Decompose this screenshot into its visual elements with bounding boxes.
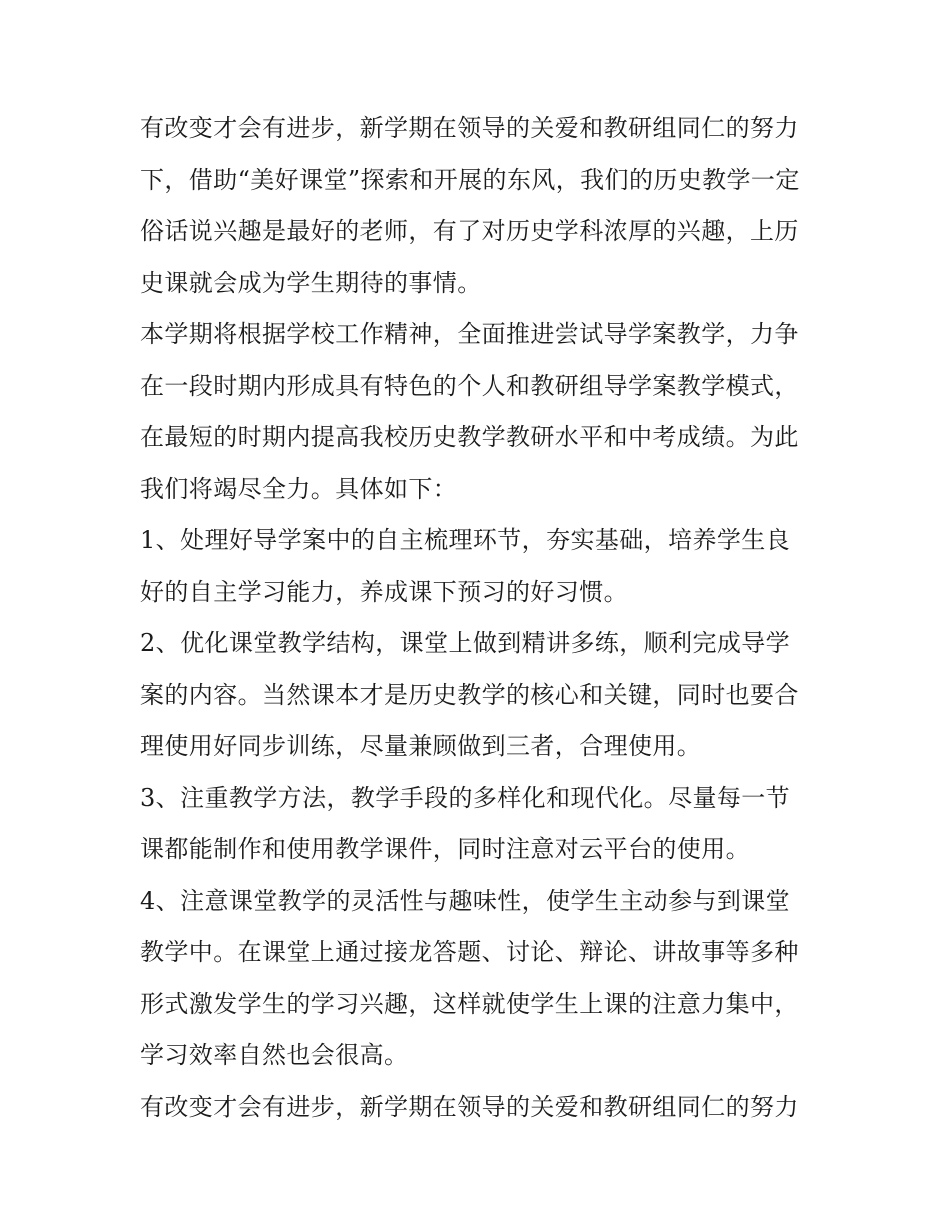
text-line-20: 有改变才会有进步，新学期在领导的关爱和教研组同仁的努力 [140,1092,799,1121]
text-line-19: 学习效率自然也会很高。 [140,1041,409,1069]
document-body [140,103,820,1133]
text-line-17: 教学中。在课堂上通过接龙答题、讨论、辩论、讲故事等多种 [140,938,799,966]
text-line-2: 下，借助“美好课堂”探索和开展的东风，我们的历史教学一定 [140,165,800,194]
text-line-3: 俗话说兴趣是最好的老师，有了对历史学科浓厚的兴趣，上历 [140,217,799,245]
text-line-12: 案的内容。当然课本才是历史教学的核心和关键，同时也要合 [140,680,799,709]
text-line-8: 我们将竭尽全力。具体如下： [140,474,458,503]
text-line-13: 理使用好同步训练，尽量兼顾做到三者，合理使用。 [140,732,702,760]
text-line-5: 本学期将根据学校工作精神，全面推进尝试导学案教学，力争 [140,320,799,348]
text-line-11: 2、优化课堂教学结构，课堂上做到精讲多练，顺利完成导学 [140,629,791,657]
text-line-1: 有改变才会有进步，新学期在领导的关爱和教研组同仁的努力 [140,114,799,142]
text-line-7: 在最短的时期内提高我校历史教学教研水平和中考成绩。为此 [140,423,799,451]
text-line-6: 在一段时期内形成具有特色的个人和教研组导学案教学模式， [140,371,799,400]
text-line-16: 4、注意课堂教学的灵活性与趣味性，使学生主动参与到课堂 [140,886,791,915]
text-line-9: 1、处理好导学案中的自主梳理环节，夯实基础，培养学生良 [140,526,791,554]
text-line-4: 史课就会成为学生期待的事情。 [140,268,482,297]
text-line-14: 3、注重教学方法，教学手段的多样化和现代化。尽量每一节 [140,783,791,812]
text-line-15: 课都能制作和使用教学课件，同时注意对云平台的使用。 [140,835,750,863]
text-line-18: 形式激发学生的学习兴趣，这样就使学生上课的注意力集中， [140,989,799,1018]
text-line-10: 好的自主学习能力，养成课下预习的好习惯。 [140,577,628,606]
